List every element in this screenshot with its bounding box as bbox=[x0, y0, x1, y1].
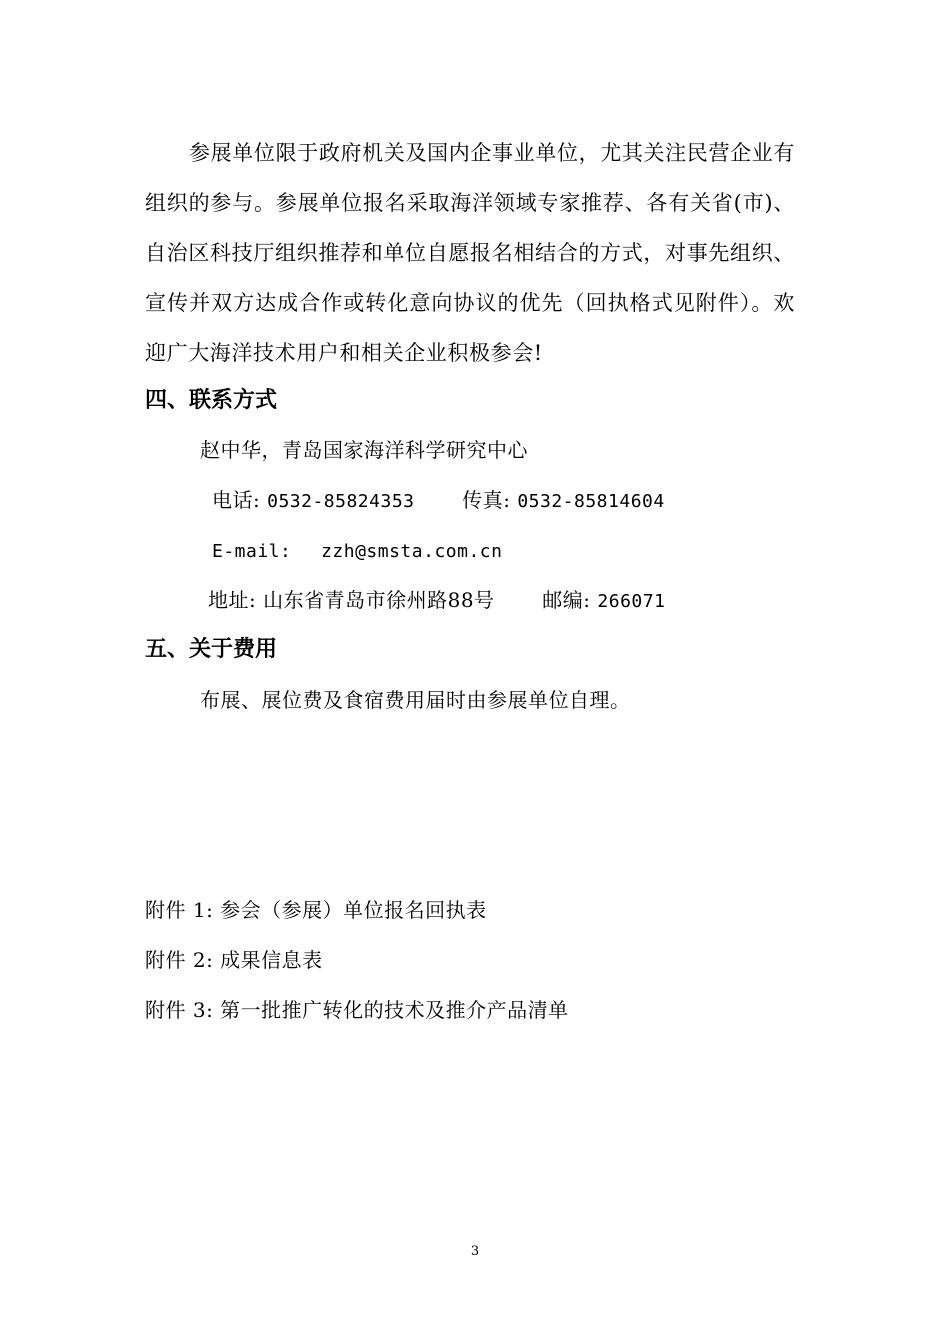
attachment-item-3: 附件 3: 第一批推广转化的技术及推介产品清单 bbox=[145, 998, 569, 1022]
intro-paragraph: 参展单位限于政府机关及国内企事业单位，尤其关注民营企业有组织的参与。参展单位报名采取海洋领域专家推荐、各有关省(市)、自治区科技厅组织推荐和单位自愿报名相结合的方式，对事先组织、宣传并双方达成合作或转化意向协议的优先（回执格式见附件）。欢迎广大海洋技术用户和相关企业积极参会! bbox=[145, 141, 795, 365]
postcode-label: 邮编: bbox=[542, 588, 591, 612]
address-label: 地址: bbox=[208, 588, 257, 612]
fax-value: 0532-85814604 bbox=[517, 491, 665, 512]
fees-heading: 五、关于费用 bbox=[145, 637, 278, 662]
contact-email-line bbox=[212, 535, 502, 567]
contact-phone-fax-line bbox=[212, 485, 665, 517]
email-value: zzh@smsta.com.cn bbox=[321, 541, 503, 562]
address-value: 山东省青岛市徐州路88号 bbox=[263, 588, 495, 612]
phone-value: 0532-85824353 bbox=[267, 491, 415, 512]
phone-label: 电话: bbox=[212, 488, 261, 512]
attachment-item-2: 附件 2: 成果信息表 bbox=[145, 948, 323, 972]
attachment-item-1: 附件 1: 参会（参展）单位报名回执表 bbox=[145, 898, 487, 922]
contact-address-line bbox=[208, 585, 665, 617]
contact-heading: 四、联系方式 bbox=[145, 388, 278, 413]
contact-person: 赵中华，青岛国家海洋科学研究中心 bbox=[200, 438, 528, 462]
email-label: E-mail: bbox=[212, 541, 292, 562]
fax-label: 传真: bbox=[462, 488, 511, 512]
page-number: 3 bbox=[470, 1244, 480, 1259]
postcode-value: 266071 bbox=[597, 591, 666, 612]
fees-text: 布展、展位费及食宿费用届时由参展单位自理。 bbox=[200, 688, 631, 712]
